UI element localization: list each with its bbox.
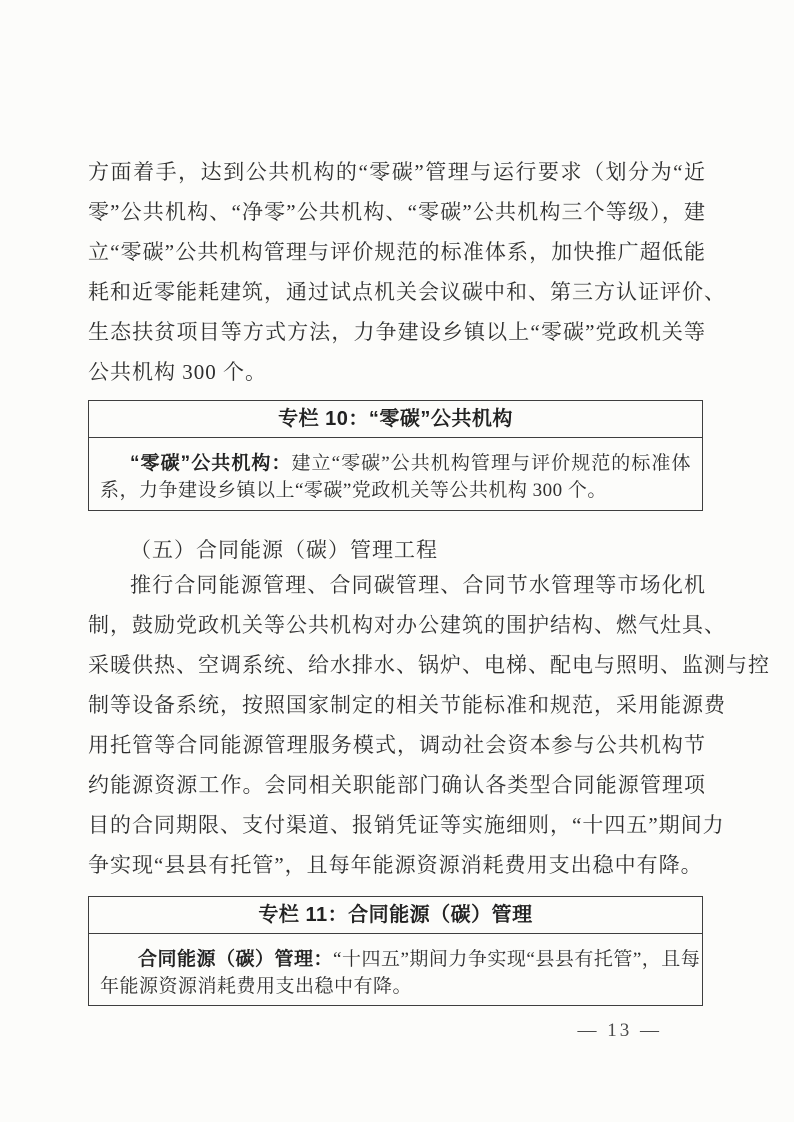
callout-box-11-title: 专栏 11：合同能源（碳）管理 (89, 897, 702, 934)
body-text-line: 制等设备系统，按照国家制定的相关节能标准和规范，采用能源费 (88, 693, 726, 717)
page-number: — 13 — (577, 1020, 662, 1041)
box-text: “十四五”期间力争实现“县县有托管”，且每 (333, 949, 701, 970)
body-text-line: 采暖供热、空调系统、给水排水、锅炉、电梯、配电与照明、监测与控 (88, 653, 770, 677)
body-text-line: 争实现“县县有托管”，且每年能源资源消耗费用支出稳中有降。 (88, 853, 703, 877)
body-text-line: 公共机构 300 个。 (88, 360, 267, 384)
callout-box-11 (88, 896, 703, 1006)
box-text: 建立“零碳”公共机构管理与评价规范的标准体 (291, 453, 691, 474)
body-text-line: 目的合同期限、支付渠道、报销凭证等实施细则，“十四五”期间力 (88, 813, 725, 837)
paragraph-contract-energy (88, 565, 770, 885)
box-text-line: 系，力争建设乡镇以上“零碳”党政机关等公共机构 300 个。 (100, 480, 607, 501)
body-text-line: 约能源资源工作。会同相关职能部门确认各类型合同能源管理项 (88, 773, 706, 797)
box-text-line: 年能源资源消耗费用支出稳中有降。 (100, 976, 413, 997)
box-text-line (100, 946, 701, 973)
body-text-line: 零”公共机构、“净零”公共机构、“零碳”公共机构三个等级），建 (88, 200, 706, 224)
box-lead-term: 合同能源（碳）管理： (138, 949, 334, 970)
section-heading-5: （五）合同能源（碳）管理工程 (130, 538, 438, 562)
body-text-line: 制，鼓励党政机关等公共机构对办公建筑的围护结构、燃气灶具、 (88, 613, 726, 637)
callout-box-10-title: 专栏 10：“零碳”公共机构 (89, 401, 702, 438)
body-text-line: 耗和近零能耗建筑，通过试点机关会议碳中和、第三方认证评价、 (88, 280, 726, 304)
paragraph-zero-carbon (88, 152, 726, 392)
callout-box-11-body (89, 934, 702, 1000)
body-text-line: 生态扶贫项目等方式方法，力争建设乡镇以上“零碳”党政机关等 (88, 320, 706, 344)
callout-box-10 (88, 400, 703, 511)
body-text-line: 方面着手，达到公共机构的“零碳”管理与运行要求（划分为“近 (88, 160, 706, 184)
body-text-line: 推行合同能源管理、合同碳管理、合同节水管理等市场化机 (130, 573, 706, 597)
box-lead-term: “零碳”公共机构： (130, 453, 292, 474)
box-text-line (100, 450, 691, 477)
body-text-line: 用托管等合同能源管理服务模式，调动社会资本参与公共机构节 (88, 733, 706, 757)
body-text-line: 立“零碳”公共机构管理与评价规范的标准体系，加快推广超低能 (88, 240, 706, 264)
callout-box-10-body (89, 438, 702, 504)
